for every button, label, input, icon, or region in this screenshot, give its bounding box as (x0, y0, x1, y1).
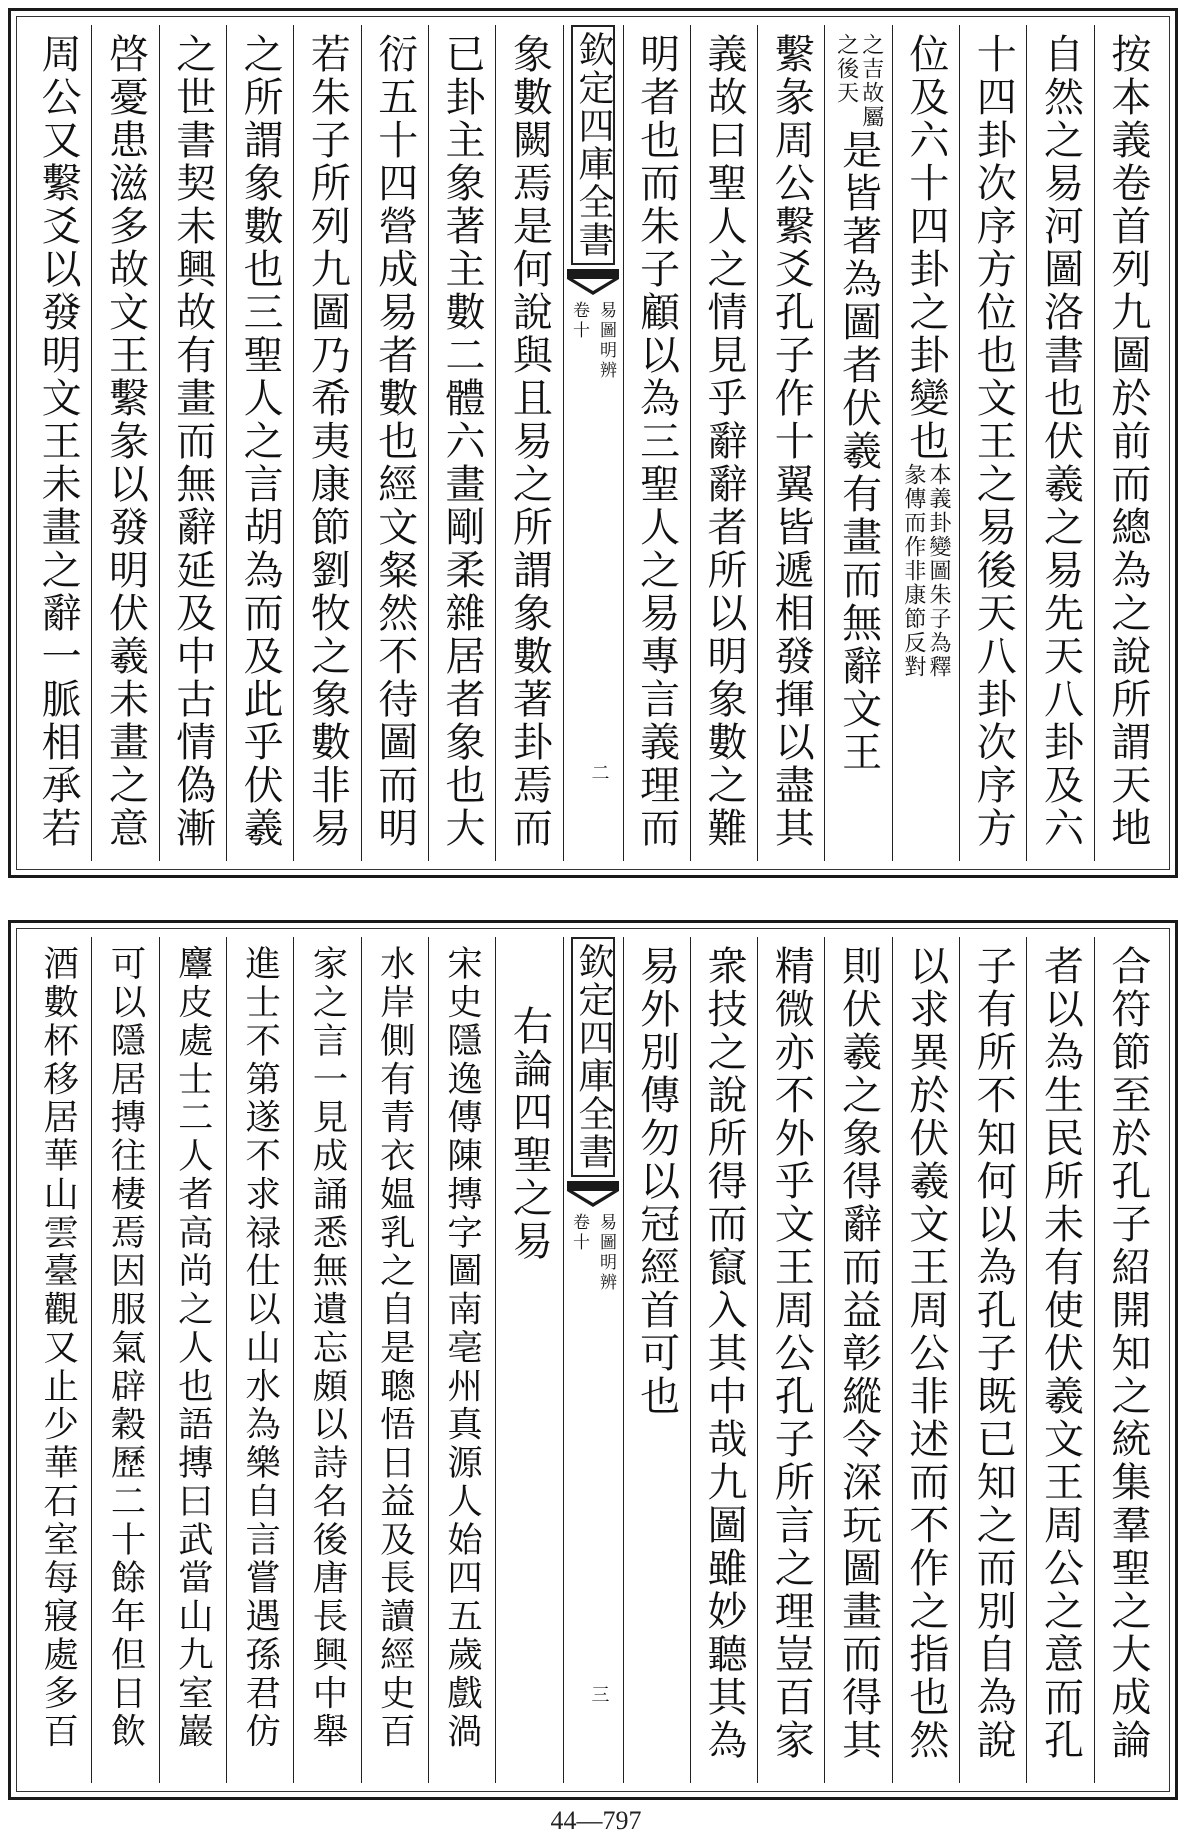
text-column (495, 25, 562, 861)
text-column (690, 937, 757, 1783)
volume-number: 卷十 (569, 301, 589, 341)
text-column (25, 937, 91, 1783)
text-line: 家之言一見成誦悉無遺忘頗以詩名後唐長興中舉 (306, 945, 348, 1751)
text-line: 衆技之說所得而竄入其中哉九圖雖妙聽其為 (700, 945, 747, 1762)
fishtail-mark (567, 1181, 619, 1209)
text-column (959, 25, 1026, 861)
text-column (824, 937, 891, 1783)
text-line: 之所謂象數也三聖人之言胡為而及此乎伏羲 (237, 33, 284, 850)
text-line: 合符節至於孔子紹開知之統集羣聖之大成論 (1104, 945, 1151, 1762)
text-column (159, 937, 226, 1783)
text-line: 已卦主象著主數二體六畫剛柔雜居者象也大 (439, 33, 486, 850)
text-line: 精微亦不外乎文王周公孔子所言之理豈百家 (768, 945, 815, 1762)
annotation-line: 彖傳而作非康節反對 (900, 463, 926, 679)
page-number: 二 (588, 763, 610, 781)
text-line: 子有所不知何以為孔子既已知之而別自為說 (970, 945, 1017, 1762)
text-line: 水岸側有青衣媪乳之自是聰悟日益及長讀經史百 (374, 945, 416, 1751)
text-column (226, 937, 293, 1783)
book-subtitle: 易圖明辨 (596, 301, 616, 381)
text-column (361, 937, 428, 1783)
heading-column (495, 937, 562, 1783)
text-line: 周公又繫爻以發明文王未畫之辭一脈相承若 (35, 33, 82, 850)
text-column (428, 25, 495, 861)
fishtail-mark (567, 269, 619, 297)
annotation-line: 之吉故屬 (858, 33, 884, 129)
text-column (1094, 25, 1161, 861)
annotation-note (835, 33, 883, 129)
banxin-column (563, 25, 623, 861)
annotation-line: 之後天 (833, 33, 859, 105)
text-column (293, 25, 360, 861)
text-column (1094, 937, 1161, 1783)
text-column (824, 25, 891, 861)
banxin-column (563, 937, 623, 1783)
text-line: 進士不第遂不求禄仕以山水為樂自言嘗遇孫君仿 (239, 945, 281, 1751)
text-column (623, 25, 690, 861)
text-line: 自然之易河圖洛書也伏羲之易先天八卦及六 (1037, 33, 1084, 850)
text-column (428, 937, 495, 1783)
text-line: 十四卦次序方位也文王之易後天八卦次序方 (970, 33, 1017, 850)
text-line: 可以隱居摶往棲焉因服氣辟穀歷二十餘年但日飲 (105, 945, 147, 1751)
text-line: 若朱子所列九圖乃希夷康節劉牧之象數非易 (304, 33, 351, 850)
text-line: 之世書契未興故有畫而無辭延及中古情偽漸 (169, 33, 216, 850)
book-title: 欽定四庫全書 (571, 937, 615, 1177)
lower-page (8, 920, 1178, 1800)
text-column (293, 937, 360, 1783)
text-line: 衍五十四營成易者數也經文粲然不待圖而明 (371, 33, 418, 850)
text-column (757, 937, 824, 1783)
text-column (1026, 937, 1093, 1783)
book-subtitle: 易圖明辨 (596, 1213, 616, 1293)
text-column (892, 25, 959, 861)
lower-columns (25, 937, 1161, 1783)
volume-info (567, 1213, 619, 1293)
text-column (91, 25, 158, 861)
text-column (690, 25, 757, 861)
text-column (959, 937, 1026, 1783)
annotation-note (902, 463, 950, 679)
text-line: 位及六十四卦之卦變也 (902, 33, 949, 463)
upper-page (8, 8, 1178, 878)
text-line: 則伏羲之象得辭而益彰縱令深玩圖畫而得其 (835, 945, 882, 1762)
text-line: 啓憂患滋多故文王繫彖以發明伏羲未畫之意 (102, 33, 149, 850)
text-column (25, 25, 91, 861)
text-column (361, 25, 428, 861)
volume-info (567, 301, 619, 381)
text-line: 按本義卷首列九圖於前而總為之說所謂天地 (1104, 33, 1151, 850)
text-column (226, 25, 293, 861)
text-line: 義故曰聖人之情見乎辭辭者所以明象數之難 (700, 33, 747, 850)
upper-columns (25, 25, 1161, 861)
text-line: 是皆著為圖者伏羲有畫而無辭文王 (835, 129, 882, 774)
text-column (623, 937, 690, 1783)
text-line: 明者也而朱子顧以為三聖人之易專言義理而 (633, 33, 680, 850)
page-number: 三 (588, 1685, 610, 1703)
text-line: 麞皮處士二人者高尚之人也語摶曰武當山九室巖 (172, 945, 214, 1751)
text-line: 易外別傳勿以冠經首可也 (633, 945, 680, 1418)
text-column (892, 937, 959, 1783)
text-line: 繫彖周公繫爻孔子作十翼皆遞相發揮以盡其 (768, 33, 815, 850)
book-title: 欽定四庫全書 (571, 25, 615, 265)
text-column (1026, 25, 1093, 861)
text-column (91, 937, 158, 1783)
volume-page-footer: 44—797 (550, 1806, 642, 1835)
text-line: 宋史隱逸傳陳摶字圖南亳州真源人始四五歲戲渦 (441, 945, 483, 1751)
text-column (757, 25, 824, 861)
text-line: 酒數杯移居華山雲臺觀又止少華石室每寢處多百 (37, 945, 79, 1751)
text-column (159, 25, 226, 861)
section-heading: 右論四聖之易 (506, 1005, 553, 1263)
annotation-line: 本義卦變圖朱子為釋 (926, 463, 951, 679)
text-line: 者以為生民所未有使伏羲文王周公之意而孔 (1037, 945, 1084, 1762)
text-line: 以求異於伏羲文王周公非述而不作之指也然 (902, 945, 949, 1762)
text-line: 象數闕焉是何說與且易之所謂象數著卦焉而 (506, 33, 553, 850)
volume-number: 卷十 (569, 1213, 589, 1253)
